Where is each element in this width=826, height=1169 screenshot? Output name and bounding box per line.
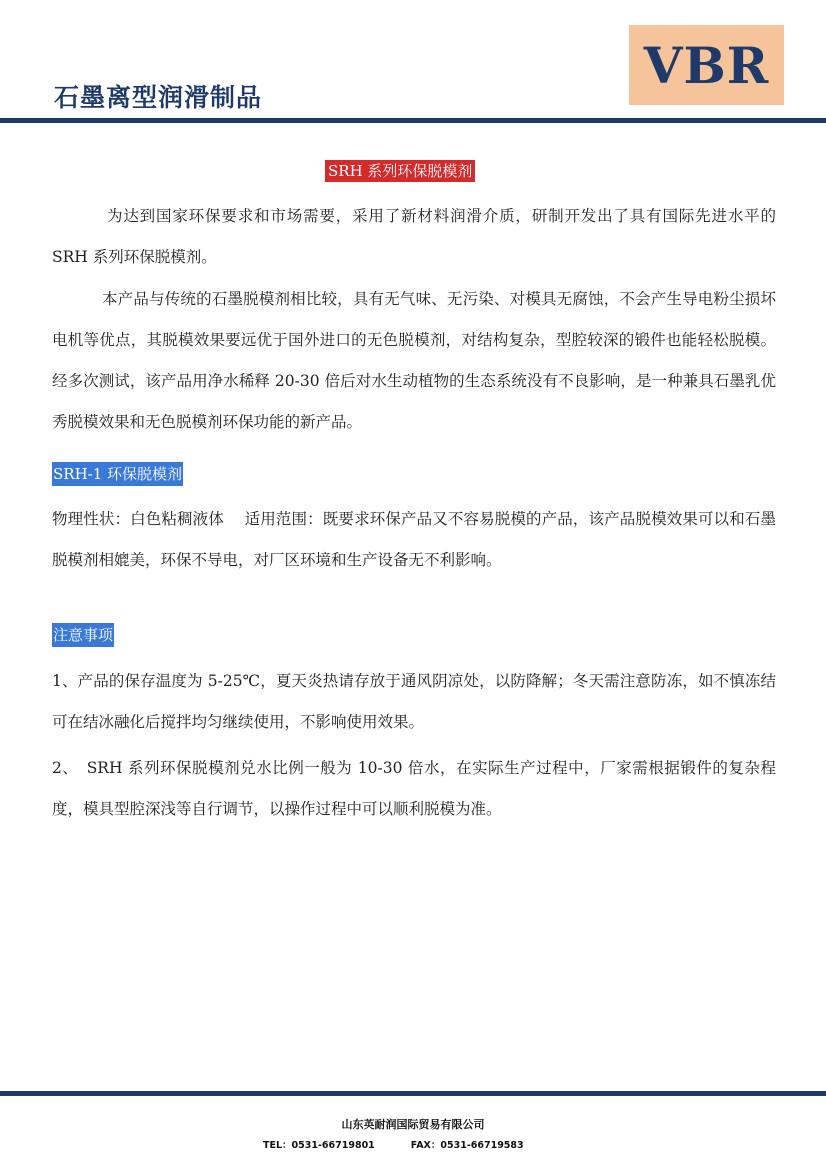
vbr-logo: VBR (629, 25, 784, 105)
note-item-1: 1、产品的保存温度为 5-25℃，夏天炎热请存放于通风阴凉处，以防降解；冬天需注意防冻，如不慎冻结可在结冰融化后搅拌均匀继续使用，不影响使用效果。 (52, 672, 776, 731)
intro-paragraph: 为达到国家环保要求和市场需要，采用了新材料润滑介质，研制开发出了具有国际先进水平的 SRH 系列环保脱模剂。 (52, 207, 776, 266)
page-header-title: 石墨离型润滑制品 (54, 83, 263, 112)
header-divider (0, 118, 826, 123)
footer-contact (263, 1137, 524, 1151)
document-title: SRH 系列环保脱模剂 (325, 160, 475, 182)
note-item-2: 2、 SRH 系列环保脱模剂兑水比例一般为 10-30 倍水，在实际生产过程中，厂家需根据锻件的复杂程度，模具型腔深浅等自行调节，以操作过程中可以顺利脱模为准。 (52, 759, 776, 818)
footer-fax: FAX：0531-66719583 (410, 1140, 524, 1151)
product-paragraph: 物理性状：白色粘稠液体 适用范围：既要求环保产品又不容易脱模的产品，该产品脱模效果可以和石墨脱模剂相媲美，环保不导电，对厂区环境和生产设备无不利影响。 (52, 510, 776, 569)
footer-tel: TEL：0531-66719801 (263, 1140, 375, 1151)
description-paragraph: 本产品与传统的石墨脱模剂相比较，具有无气味、无污染、对模具无腐蚀，不会产生导电粉尘损坏电机等优点，其脱模效果要远优于国外进口的无色脱模剂，对结构复杂，型腔较深的锻件也能轻松脱模。经多次测试，该产品用净水稀释 20-30 倍后对水生动植物的生态系统没有不良影响，是一种兼具石墨乳优秀脱模效果和无色脱模剂环保功能的新产品。 (52, 290, 776, 431)
product-heading: SRH-1 环保脱模剂 (52, 462, 183, 486)
footer-company-name: 山东英耐润国际贸易有限公司 (341, 1118, 485, 1131)
footer-divider (0, 1091, 826, 1096)
notes-heading: 注意事项 (52, 623, 114, 647)
